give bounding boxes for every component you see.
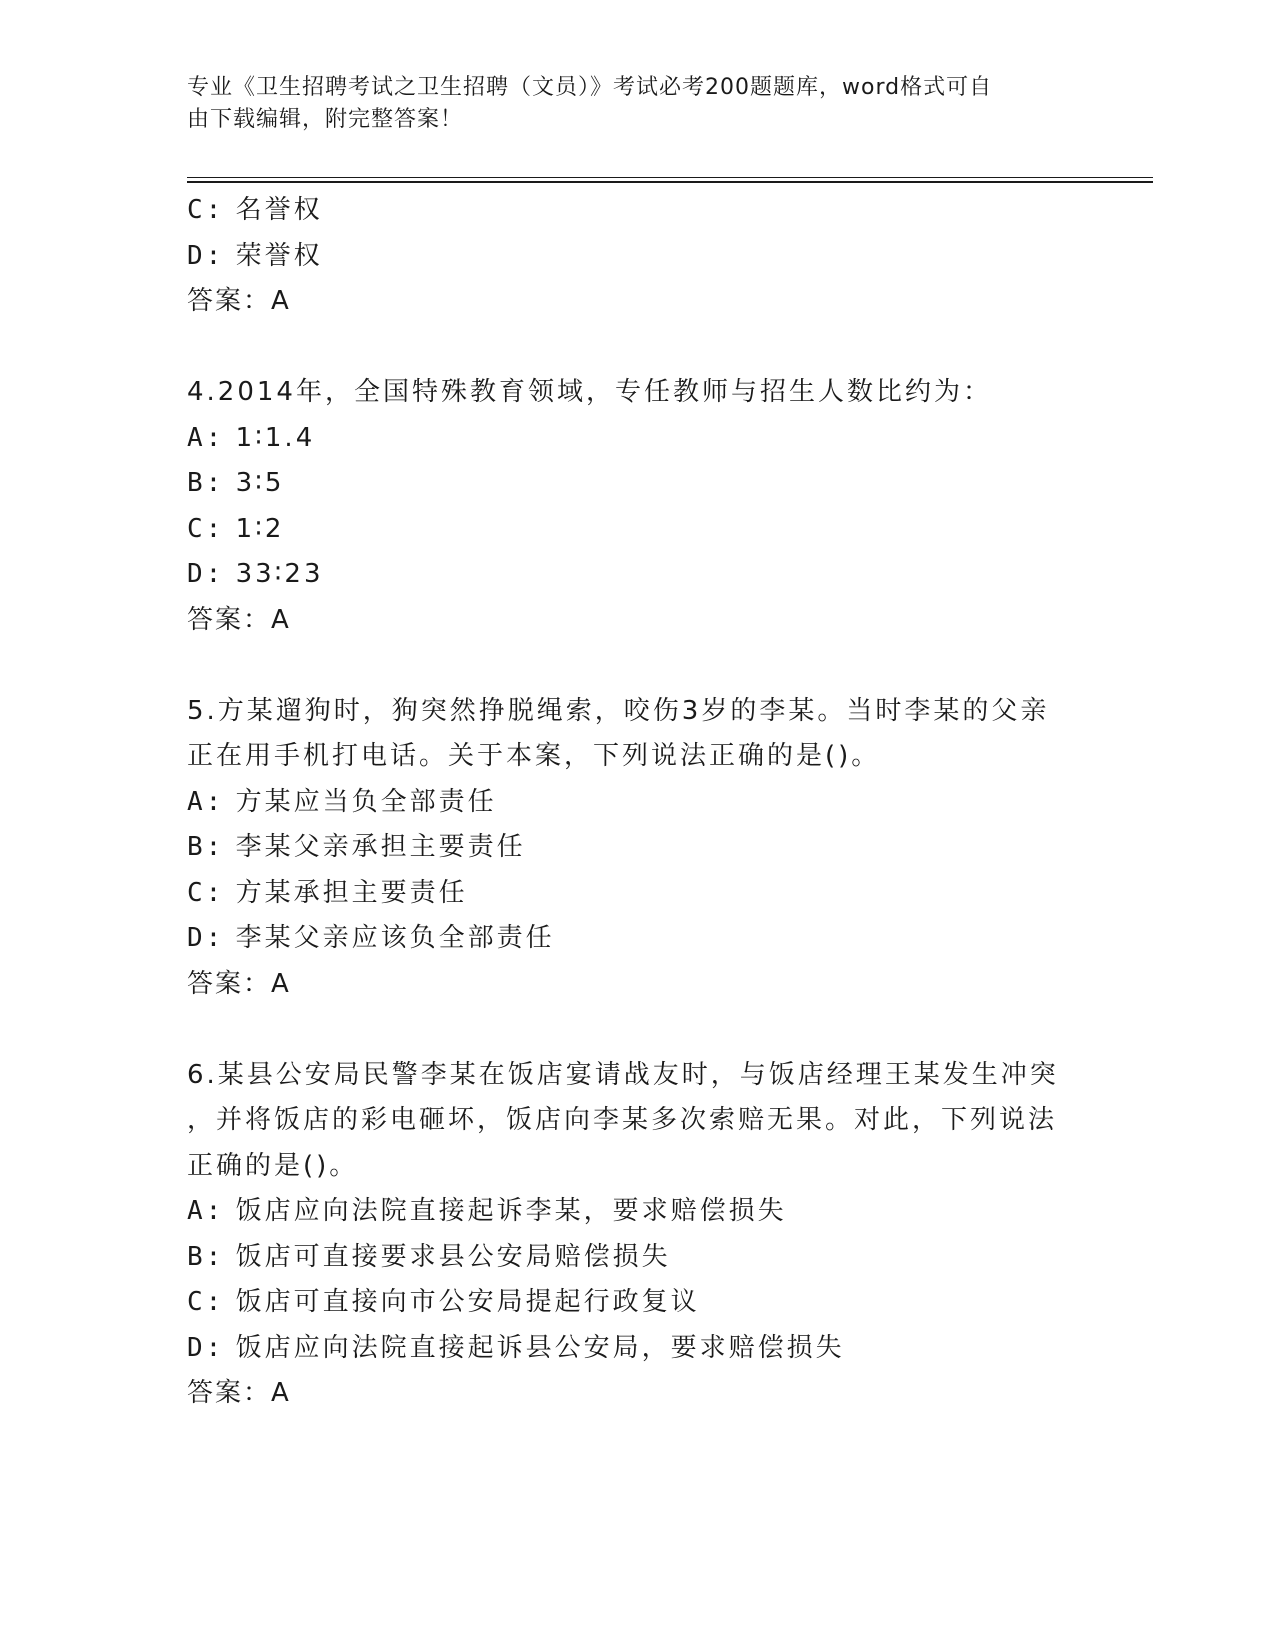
question-6 (187, 1053, 1067, 1417)
question-spacer (187, 1007, 1067, 1053)
option-text: 饭店可直接向市公安局提起行政复议 (235, 1287, 700, 1317)
option-d (187, 552, 1067, 598)
question-list (187, 188, 1067, 1417)
question-stem-line-1: 6.某县公安局民警李某在饭店宴请战友时，与饭店经理王某发生冲突 (187, 1059, 1059, 1090)
question-stem-line-3: 正确的是()。 (187, 1150, 359, 1181)
option-label: C: (187, 195, 225, 225)
option-b (187, 825, 1067, 871)
option-d (187, 234, 1067, 280)
option-text: 饭店应向法院直接起诉李某，要求赔偿损失 (235, 1196, 787, 1226)
option-label: A: (187, 1196, 225, 1226)
answer-line: 答案：A (187, 1378, 291, 1408)
option-label: D: (187, 559, 225, 589)
option-text: 3∶5 (235, 468, 285, 498)
option-d (187, 916, 1067, 962)
option-text: 方某承担主要责任 (235, 877, 468, 908)
option-text: 方某应当负全部责任 (235, 786, 497, 817)
option-b (187, 1235, 1067, 1281)
question-4 (187, 370, 1067, 643)
answer-line: 答案：A (187, 604, 291, 635)
question-5 (187, 689, 1067, 1008)
option-label: D: (187, 923, 225, 953)
option-text: 饭店应向法院直接起诉县公安局，要求赔偿损失 (235, 1332, 845, 1363)
option-text: 李某父亲应该负全部责任 (235, 923, 555, 953)
answer-line: 答案：A (187, 286, 291, 316)
option-label: A: (187, 786, 225, 817)
option-label: C: (187, 513, 225, 544)
option-c (187, 188, 1067, 234)
option-text: 名誉权 (235, 195, 323, 225)
option-c (187, 871, 1067, 917)
option-label: D: (187, 1332, 225, 1363)
option-a (187, 780, 1067, 826)
option-text: 李某父亲承担主要责任 (235, 832, 526, 862)
option-text: 1∶2 (235, 513, 285, 544)
option-text: 荣誉权 (235, 240, 323, 271)
option-text: 饭店可直接要求县公安局赔偿损失 (235, 1241, 671, 1272)
option-a (187, 1189, 1067, 1235)
question-stem-line-2: ，并将饭店的彩电砸坏，饭店向李某多次索赔无果。对此，下列说法 (187, 1105, 1058, 1135)
header-divider-thin (187, 177, 1153, 178)
question-spacer (187, 643, 1067, 689)
option-label: B: (187, 1241, 225, 1272)
option-label: B: (187, 832, 225, 862)
question-stem-line-2: 正在用手机打电话。关于本案，下列说法正确的是()。 (187, 741, 881, 771)
option-label: B: (187, 468, 225, 498)
header-divider-thick (187, 181, 1153, 183)
option-text: 33∶23 (235, 559, 324, 589)
option-label: C: (187, 1287, 225, 1317)
question-stem-line-1: 5.方某遛狗时，狗突然挣脱绳索，咬伤3岁的李某。当时李某的父亲 (187, 695, 1050, 726)
option-d (187, 1326, 1067, 1372)
question-spacer (187, 325, 1067, 371)
option-text: 1∶1.4 (235, 422, 316, 453)
option-a (187, 416, 1067, 462)
header-line-2: 由下载编辑，附完整答案！ (187, 107, 464, 132)
option-c (187, 507, 1067, 553)
option-label: D: (187, 240, 225, 271)
question-3-tail (187, 188, 1067, 325)
header-line-1: 专业《卫生招聘考试之卫生招聘（文员）》考试必考200题题库，word格式可自 (187, 75, 993, 100)
option-label: C: (187, 877, 225, 908)
option-c (187, 1280, 1067, 1326)
answer-line: 答案：A (187, 968, 291, 999)
option-b (187, 461, 1067, 507)
option-label: A: (187, 422, 225, 453)
document-header (187, 72, 1067, 136)
question-stem: 4.2014年，全国特殊教育领域，专任教师与招生人数比约为： (187, 377, 992, 407)
